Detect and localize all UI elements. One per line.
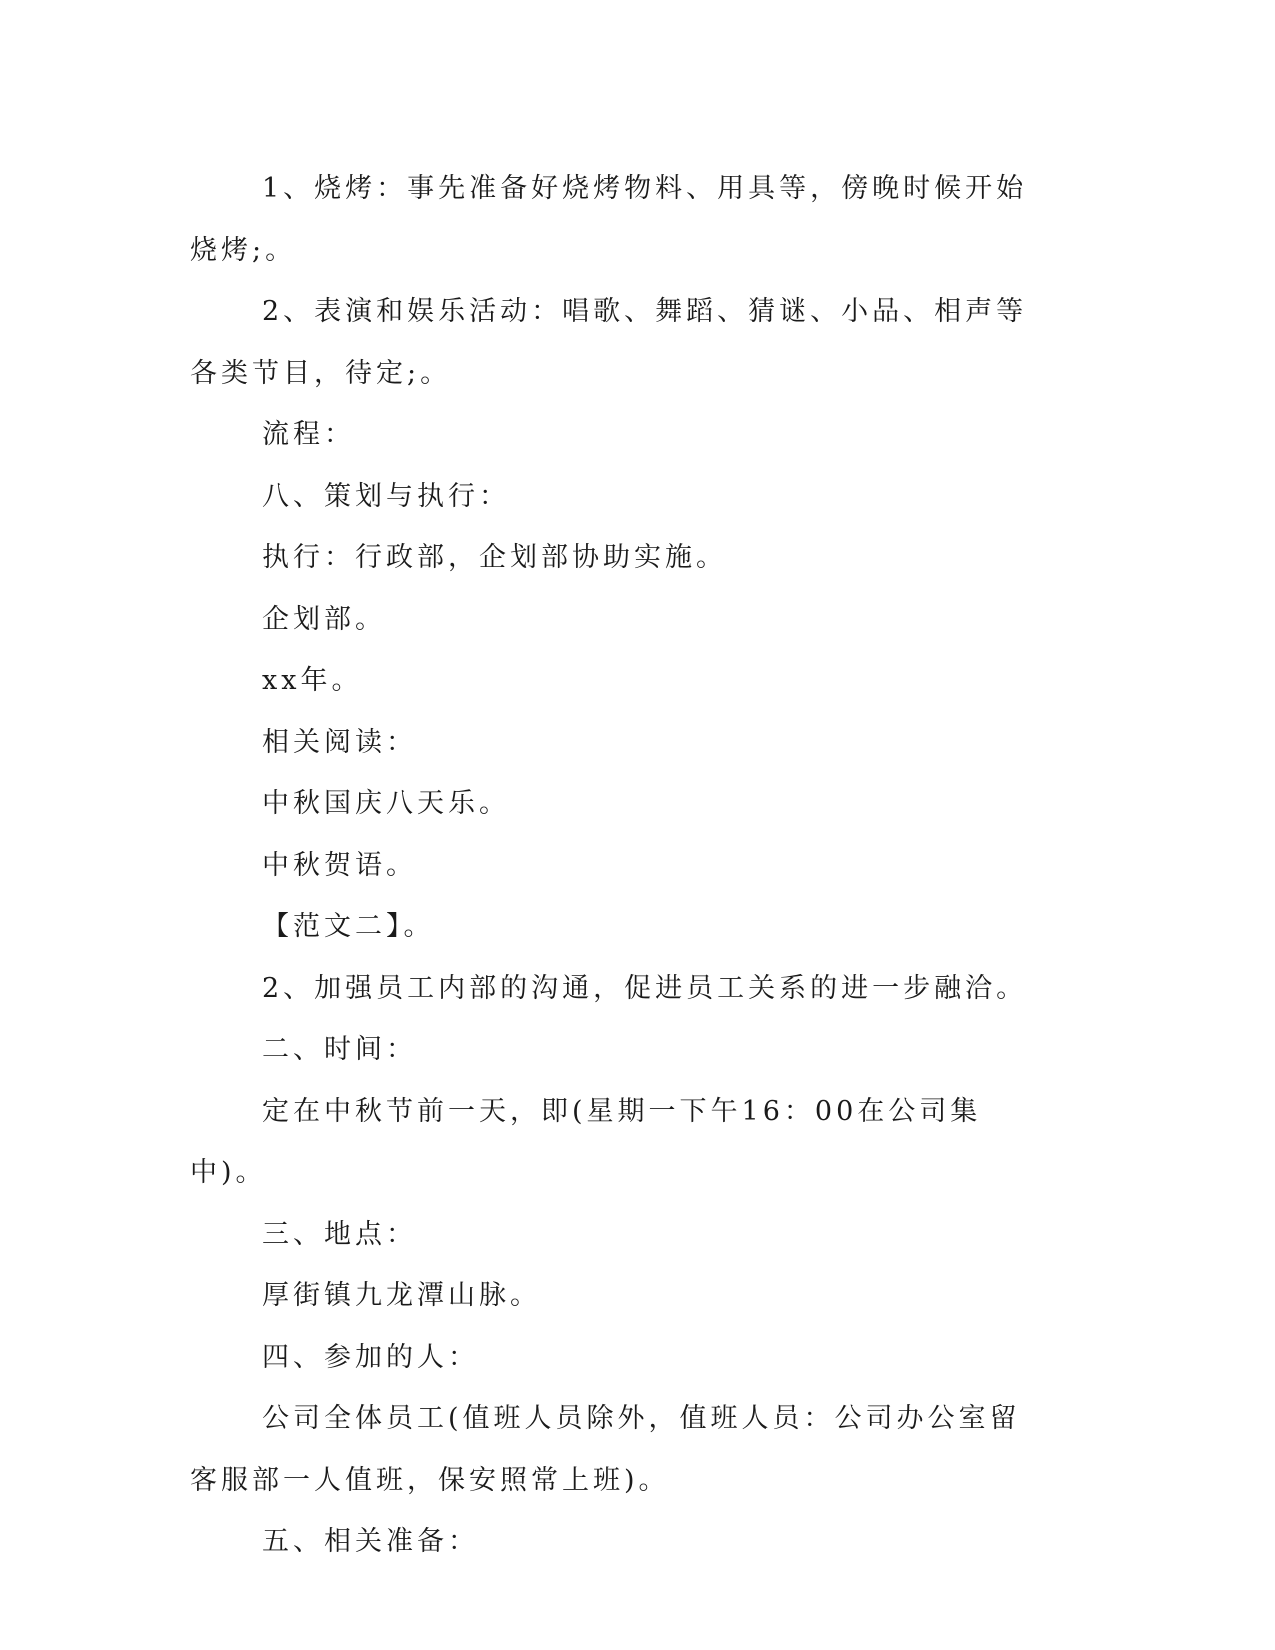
paragraph: 1、烧烤：事先准备好烧烤物料、用具等，傍晚时候开始烧烤;。 [190,173,1028,266]
related-link-text: 中秋贺语。 [262,849,417,881]
related-link-text: 中秋国庆八天乐。 [262,788,510,819]
paragraph: 公司全体员工(值班人员除外，值班人员：公司办公室留客服部一人值班，保安照常上班)。 [190,1403,1021,1496]
paragraph: 执行：行政部，企划部协助实施。 [262,542,727,573]
paragraph: 流程： [262,419,355,450]
section-heading: 二、时间： [262,1034,417,1065]
section-heading: 四、参加的人： [262,1341,479,1373]
paragraph: xx年。 [262,665,363,696]
paragraph: 相关阅读： [262,726,417,758]
paragraph: 企划部。 [262,603,386,635]
section-heading: 五、相关准备： [262,1526,479,1557]
paragraph: 定在中秋节前一天，即(星期一下午16：00在公司集中)。 [190,1095,982,1188]
section-heading: 三、地点： [262,1218,417,1250]
section-heading: 八、策划与执行： [262,480,510,512]
paragraph: 厚街镇九龙潭山脉。 [262,1280,541,1311]
document-body [190,158,1050,1573]
paragraph: 2、表演和娱乐活动：唱歌、舞蹈、猜谜、小品、相声等各类节目，待定;。 [190,296,1028,389]
section-heading: 【范文二】。 [262,911,435,942]
paragraph: 2、加强员工内部的沟通，促进员工关系的进一步融洽。 [262,972,1028,1004]
